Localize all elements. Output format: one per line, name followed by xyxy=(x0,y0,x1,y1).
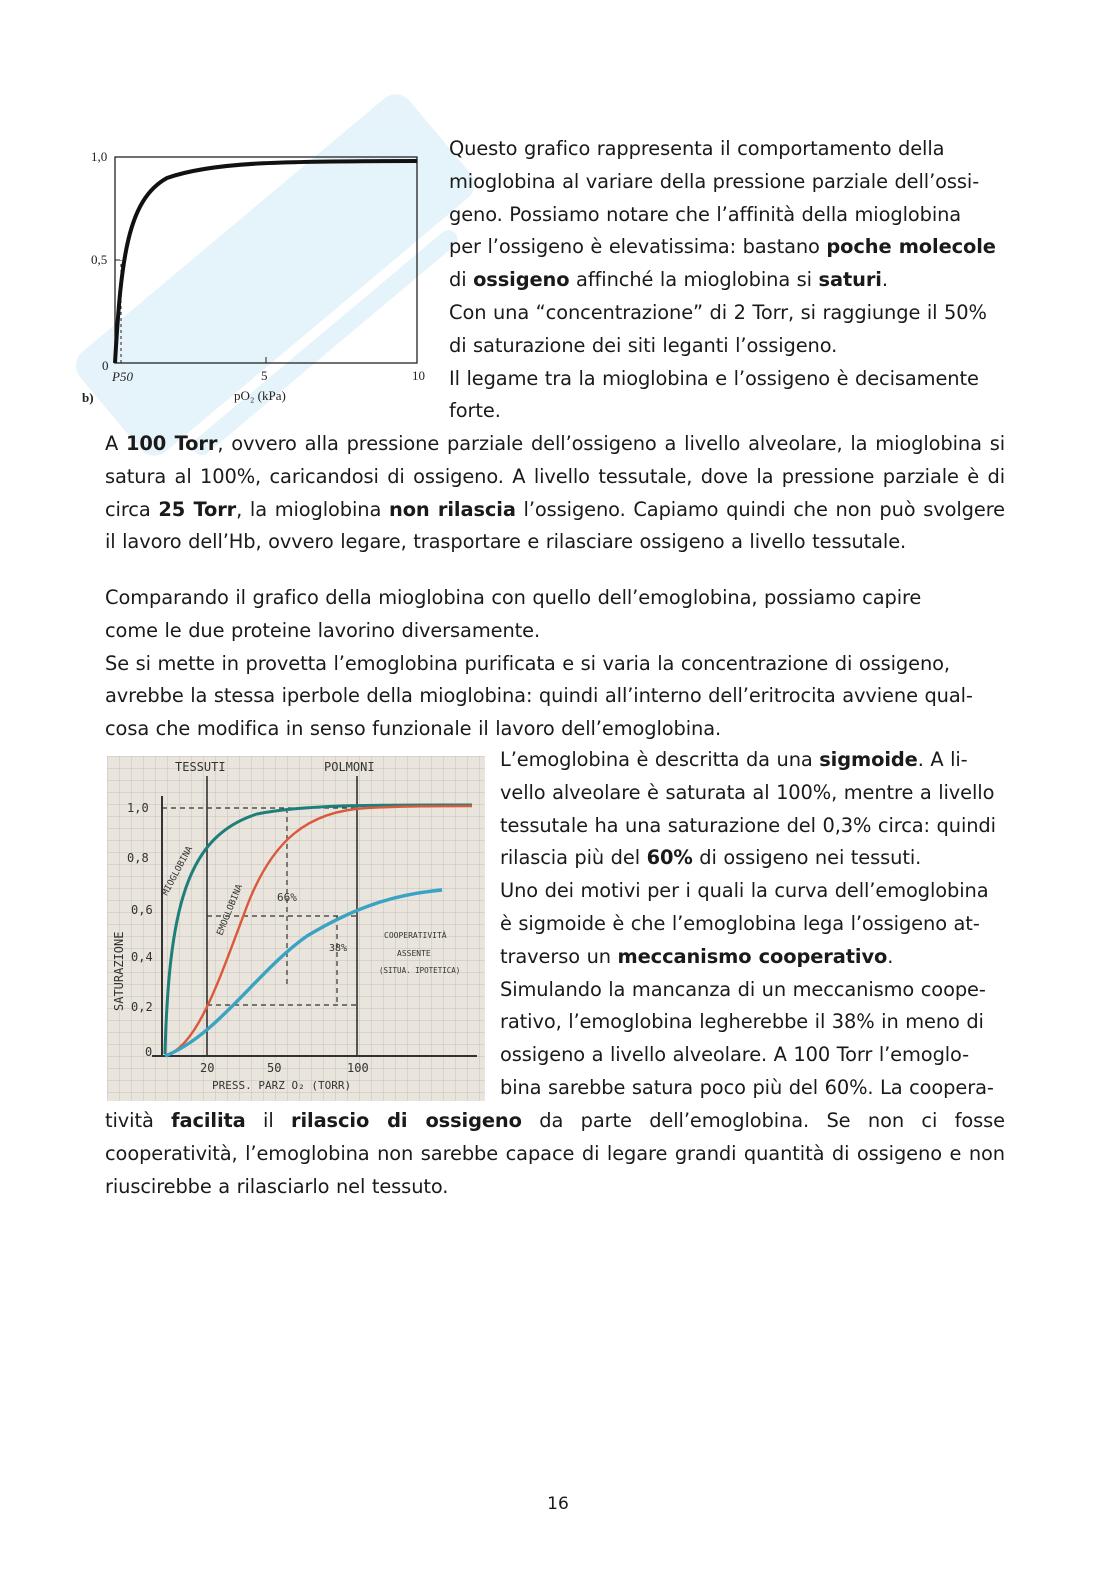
x-tick-20: 20 xyxy=(200,1061,215,1075)
note-line-2: ASSENTE xyxy=(397,949,431,958)
text-bold: saturi xyxy=(818,268,882,292)
text-run: . A li- xyxy=(917,748,968,771)
text-line xyxy=(449,264,999,297)
paragraph-comparison xyxy=(105,582,1005,746)
text-run: di xyxy=(449,268,474,292)
x-axis-label: PRESS. PARZ O₂ (TORR) xyxy=(212,1079,352,1092)
x-tick-50: 50 xyxy=(267,1061,282,1075)
text-run: tività xyxy=(105,1109,172,1132)
text-line: Uno dei motivi per i quali la curva dell’emoglobina xyxy=(500,879,989,903)
text-line: rativo, l’emoglobina legherebbe il 38% in meno di xyxy=(500,1010,984,1034)
text-line: Se si mette in provetta l’emoglobina purificata e si varia la concentrazione di ossigeno, xyxy=(105,651,950,675)
label-emoglobina: EMOGLOBINA xyxy=(215,883,246,938)
text-run: per l’ossigeno è elevatissima: bastano xyxy=(449,235,827,259)
text-bold: rilascio di ossigeno xyxy=(291,1109,522,1132)
text-line: come le due proteine lavorino diversamente. xyxy=(105,618,541,642)
text-line: tessutale ha una saturazione del 0,3% circa: quindi xyxy=(500,813,996,837)
text-run: l’ossigeno. Capiamo quindi che non può svolgere il lavoro dell’Hb, ovvero legare, trasportare e rilasciare ossigeno a livello tessutale. xyxy=(105,497,1005,554)
text-line xyxy=(449,231,999,264)
text-bold: ossigeno xyxy=(473,268,570,292)
text-bold: 60% xyxy=(646,846,693,870)
text-bold: 25 Torr xyxy=(158,497,237,521)
x-axis-label: pO₂ (kPa) xyxy=(234,388,286,403)
y-tick-08: 0,8 xyxy=(127,851,149,865)
text-line: geno. Possiamo notare che l’affinità della mioglobina xyxy=(449,202,962,226)
paragraph-myoglobin-intro xyxy=(449,133,999,428)
text-run: . xyxy=(881,268,888,292)
label-mioglobina: MIOGLOBINA xyxy=(160,844,196,898)
text-run: L’emoglobina è descritta da una xyxy=(500,748,820,771)
page-number: 16 xyxy=(547,1494,569,1514)
text-run: da parte dell’emoglobina. Se non ci fosse cooperatività, l’emoglobina non sarebbe capace di legare grandi quantità di ossigeno e non riuscirebbe a rilasciarlo nel tessuto. xyxy=(105,1109,1005,1198)
text-run: , ovvero alla pressione parziale dell’ossigeno a livello alveolare, la mioglobina si satura al 100%, caricandosi di ossigeno. A livello tessutale, dove la pressione parziale è di circa xyxy=(105,432,1005,521)
text-line: vello alveolare è saturata al 100%, mentre a livello xyxy=(500,780,995,804)
y-tick-02: 0,2 xyxy=(131,1000,153,1014)
myoglobin-saturation-chart xyxy=(82,140,432,415)
note-line-1: COOPERATIVITÀ xyxy=(384,931,447,940)
text-line: Il legame tra la mioglobina e l’ossigeno è decisamente xyxy=(449,366,979,390)
text-line: è sigmoide è che l’emoglobina lega l’ossigeno at- xyxy=(500,911,980,935)
text-run: . xyxy=(887,944,894,968)
hemoglobin-sketch-chart xyxy=(107,756,485,1101)
text-line: forte. xyxy=(449,399,501,423)
y-tick-1: 1,0 xyxy=(127,801,149,815)
note-line-3: (SITUA. IPOTETICA) xyxy=(379,966,461,975)
y-tick-0: 0 xyxy=(145,1045,153,1059)
panel-label: b) xyxy=(82,390,94,405)
y-tick-04: 0,4 xyxy=(131,950,153,964)
x-tick-100: 100 xyxy=(347,1061,369,1075)
myoglobin-curve xyxy=(115,161,417,363)
text-run: traverso un xyxy=(500,944,618,968)
text-line: Questo grafico rappresenta il comportamento della xyxy=(449,137,945,160)
text-line: ossigeno a livello alveolare. A 100 Torr l’emoglo- xyxy=(500,1043,970,1067)
text-run: il xyxy=(245,1109,292,1132)
y-axis-label: SATURAZIONE xyxy=(112,931,126,1011)
text-line xyxy=(500,941,1000,974)
text-line: cosa che modifica in senso funzionale il lavoro dell’emoglobina. xyxy=(105,717,722,741)
label-66-percent: 66% xyxy=(277,891,297,904)
chart-frame xyxy=(115,157,417,363)
x-tick-10: 10 xyxy=(412,368,425,383)
text-line xyxy=(500,842,1000,875)
text-line: mioglobina al variare della pressione parziale dell’ossi- xyxy=(449,169,980,193)
text-line xyxy=(500,744,1000,777)
text-bold: facilita xyxy=(171,1109,246,1132)
paragraph-hemoglobin-sigmoid xyxy=(500,744,1000,1105)
x-tick-p50: P50 xyxy=(112,369,133,384)
y-tick-05: 0,5 xyxy=(91,252,108,267)
text-line: Simulando la mancanza di un meccanismo coope- xyxy=(500,977,986,1001)
text-run: affinché la mioglobina si xyxy=(569,268,819,292)
text-bold: meccanismo cooperativo xyxy=(617,944,888,968)
text-run: , la mioglobina xyxy=(236,497,389,521)
text-bold: 100 Torr xyxy=(126,432,218,455)
label-polmoni: POLMONI xyxy=(324,760,375,774)
text-run: A xyxy=(105,432,127,455)
y-tick-0: 0 xyxy=(102,358,109,373)
paragraph-cooperativity xyxy=(105,1105,1005,1203)
text-run: rilascia più del xyxy=(500,846,647,870)
y-tick-1: 1,0 xyxy=(91,149,108,164)
text-bold: poche molecole xyxy=(826,235,996,259)
text-line: Con una “concentrazione” di 2 Torr, si raggiunge il 50% xyxy=(449,300,987,324)
text-line: bina sarebbe satura poco più del 60%. La coopera- xyxy=(500,1075,994,1099)
label-tessuti: TESSUTI xyxy=(175,760,226,774)
text-line: avrebbe la stessa iperbole della mioglobina: quindi all’interno dell’eritrocita avviene qual- xyxy=(105,684,973,708)
y-tick-06: 0,6 xyxy=(131,903,153,917)
text-line: di saturazione dei siti leganti l’ossigeno. xyxy=(449,333,838,357)
label-38-percent: 38% xyxy=(329,943,348,954)
text-bold: non rilascia xyxy=(388,497,516,521)
paragraph-myoglobin-100torr xyxy=(105,428,1005,559)
x-tick-5: 5 xyxy=(261,368,268,383)
text-bold: sigmoide xyxy=(819,748,918,771)
text-run: di ossigeno nei tessuti. xyxy=(692,846,922,870)
text-line: Comparando il grafico della mioglobina con quello dell’emoglobina, possiamo capire xyxy=(105,586,922,609)
